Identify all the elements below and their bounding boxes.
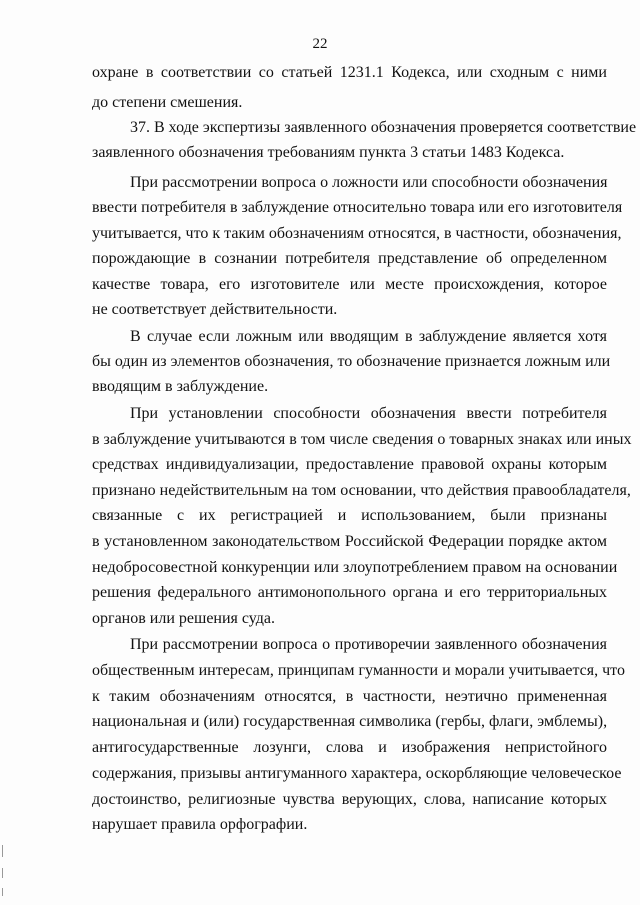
scan-edge-mark: [2, 888, 3, 896]
text-line: не соответствует действительности.: [92, 301, 338, 318]
text-line: в установленном законодательством Российской Федерации порядке актом: [92, 533, 607, 550]
text-line: связанные с их регистрацией и использованием, были признаны: [92, 507, 607, 524]
text-line: порождающие в сознании потребителя представление об определенном: [92, 250, 607, 267]
scan-edge-mark: [2, 845, 3, 857]
text-line: достоинство, религиозные чувства верующих, слова, написание которых: [92, 791, 607, 808]
text-line: решения федерального антимонопольного органа и его территориальных: [92, 584, 607, 601]
scan-edge-mark: [2, 868, 3, 878]
text-line: охране в соответствии со статьей 1231.1 Кодекса, или сходным с ними: [92, 64, 607, 81]
text-line: нарушает правила орфографии.: [92, 816, 308, 833]
text-line: до степени смешения.: [92, 94, 243, 111]
text-line: в заблуждение учитываются в том числе сведения о товарных знаках или иных: [92, 431, 632, 448]
text-line: При рассмотрении вопроса о противоречии заявленного обозначения: [130, 636, 607, 653]
text-line: бы один из элементов обозначения, то обозначение признается ложным или: [92, 353, 611, 370]
text-line: ввести потребителя в заблуждение относительно товара или его изготовителя: [92, 199, 623, 216]
page-number: 22: [312, 36, 328, 52]
text-line: антигосударственные лозунги, слова и изображения непристойного: [92, 739, 607, 756]
text-line: недобросовестной конкуренции или злоупотреблением правом на основании: [92, 559, 618, 576]
text-line: При рассмотрении вопроса о ложности или способности обозначения: [130, 174, 608, 191]
text-line: к таким обозначениям относятся, в частности, неэтично примененная: [92, 688, 607, 705]
text-line: качестве товара, его изготовителе или месте происхождения, которое: [92, 276, 607, 293]
text-line: При установлении способности обозначения ввести потребителя: [130, 405, 607, 422]
text-line: вводящим в заблуждение.: [92, 378, 269, 395]
text-line: 37. В ходе экспертизы заявленного обозначения проверяется соответствие: [130, 119, 637, 136]
text-line: учитывается, что к таким обозначениям относятся, в частности, обозначения,: [92, 225, 622, 242]
text-line: В случае если ложным или вводящим в заблуждение является хотя: [130, 328, 607, 345]
text-line: национальная и (или) государственная символика (гербы, флаги, эмблемы),: [92, 713, 608, 730]
text-line: содержания, призывы антигуманного характера, оскорбляющие человеческое: [92, 765, 622, 782]
text-line: средствах индивидуализации, предоставление правовой охраны которым: [92, 456, 607, 473]
text-line: заявленного обозначения требованиям пункта 3 статьи 1483 Кодекса.: [92, 144, 565, 161]
text-line: общественным интересам, принципам гуманности и морали учитывается, что: [92, 662, 625, 679]
text-line: признано недействительным на том основании, что действия правообладателя,: [92, 482, 631, 499]
text-line: органов или решения суда.: [92, 610, 276, 627]
